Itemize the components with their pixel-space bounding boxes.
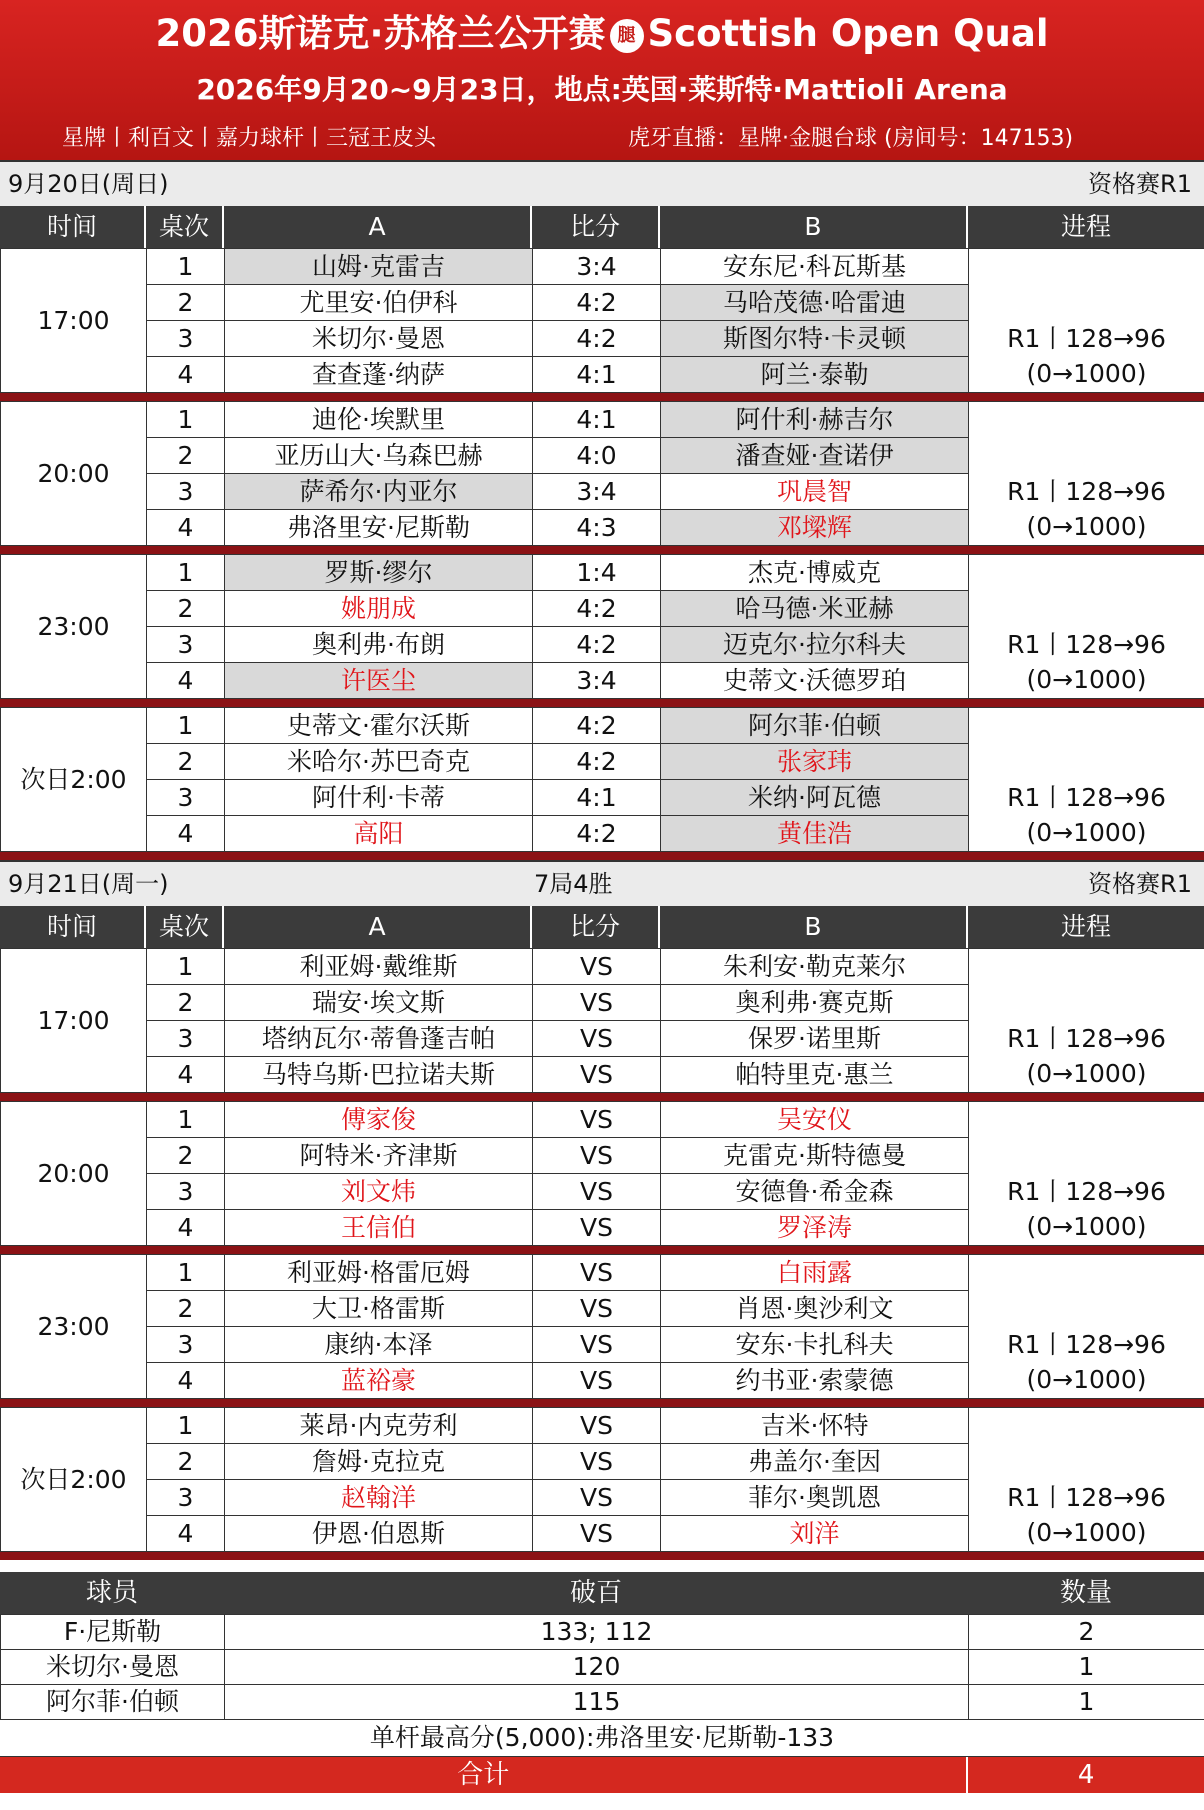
day-stage: 资格赛R1 (1088, 870, 1192, 898)
session-progress (969, 249, 1204, 393)
breaks-table (0, 1614, 1204, 1720)
session-progress (969, 1102, 1204, 1246)
table-number: 1 (147, 555, 225, 591)
player-b: 史蒂文·沃德罗珀 (661, 663, 969, 699)
day-header (0, 860, 1204, 906)
column-header-row (0, 206, 1204, 248)
match-row (1, 1408, 1204, 1444)
session-time: 17:00 (1, 249, 147, 393)
table-number: 3 (147, 780, 225, 816)
column-header-a: A (224, 906, 532, 948)
session-progress (969, 1408, 1204, 1552)
highest-break: 单杆最高分(5,000):弗洛里安·尼斯勒-133 (0, 1720, 1204, 1757)
player-a: 米切尔·曼恩 (225, 321, 533, 357)
table-number: 1 (147, 249, 225, 285)
table-number: 2 (147, 985, 225, 1021)
session-progress (969, 555, 1204, 699)
session-table (0, 248, 1204, 393)
player-b: 斯图尔特·卡灵顿 (661, 321, 969, 357)
table-number: 4 (147, 1057, 225, 1093)
break-row (1, 1650, 1204, 1685)
player-a: 康纳·本泽 (225, 1327, 533, 1363)
table-number: 3 (147, 321, 225, 357)
match-score: 3:4 (533, 249, 661, 285)
session-time: 20:00 (1, 402, 147, 546)
player-a: 塔纳瓦尔·蒂鲁蓬吉帕 (225, 1021, 533, 1057)
match-row (1, 708, 1204, 744)
match-score: 4:2 (533, 627, 661, 663)
table-number: 1 (147, 402, 225, 438)
day-format: 7局4胜 (534, 870, 613, 898)
progress-points: (0→1000) (1026, 665, 1147, 694)
player-b: 弗盖尔·奎因 (661, 1444, 969, 1480)
break-values: 120 (225, 1650, 969, 1685)
session-separator (0, 393, 1204, 401)
player-a: 米哈尔·苏巴奇克 (225, 744, 533, 780)
total-value: 4 (966, 1757, 1204, 1793)
player-b: 马哈茂德·哈雷迪 (661, 285, 969, 321)
player-a: 刘文炜 (225, 1174, 533, 1210)
match-score: VS (533, 1057, 661, 1093)
break-values: 115 (225, 1685, 969, 1720)
progress-points: (0→1000) (1026, 818, 1147, 847)
player-b: 白雨露 (661, 1255, 969, 1291)
player-b: 刘洋 (661, 1516, 969, 1552)
match-row (1, 402, 1204, 438)
column-header-score: 比分 (532, 906, 660, 948)
match-score: 3:4 (533, 474, 661, 510)
match-row (1, 1255, 1204, 1291)
title-left: 2026斯诺克·苏格兰公开赛 (155, 12, 606, 55)
match-score: VS (533, 1444, 661, 1480)
player-b: 阿什利·赫吉尔 (661, 402, 969, 438)
player-b: 张家玮 (661, 744, 969, 780)
session-time: 20:00 (1, 1102, 147, 1246)
session-table (0, 948, 1204, 1093)
break-row (1, 1615, 1204, 1650)
breaks-header-player: 球员 (85, 1578, 138, 1608)
match-score: 1:4 (533, 555, 661, 591)
match-score: 4:1 (533, 402, 661, 438)
day-date: 9月20日(周日) (8, 170, 169, 198)
column-header-row (0, 906, 1204, 948)
schedule-tables (0, 160, 1204, 1793)
progress-round: R1丨128→96 (1007, 1024, 1166, 1053)
table-number: 1 (147, 1102, 225, 1138)
column-header-time: 时间 (0, 206, 146, 248)
break-count: 2 (969, 1615, 1204, 1650)
player-a: 尤里安·伯伊科 (225, 285, 533, 321)
player-a: 赵翰洋 (225, 1480, 533, 1516)
table-number: 4 (147, 357, 225, 393)
player-b: 朱利安·勒克莱尔 (661, 949, 969, 985)
match-score: VS (533, 1408, 661, 1444)
progress-round: R1丨128→96 (1007, 324, 1166, 353)
player-a: 姚朋成 (225, 591, 533, 627)
column-header-a: A (224, 206, 532, 248)
session-table (0, 707, 1204, 852)
match-row (1, 555, 1204, 591)
match-score: VS (533, 949, 661, 985)
broadcast-line: 虎牙直播：星牌·金腿台球 (房间号：147153) (628, 126, 1074, 151)
player-a: 史蒂文·霍尔沃斯 (225, 708, 533, 744)
session-table (0, 1407, 1204, 1552)
table-number: 4 (147, 1363, 225, 1399)
match-score: VS (533, 1255, 661, 1291)
player-b: 哈马德·米亚赫 (661, 591, 969, 627)
table-number: 2 (147, 1138, 225, 1174)
progress-round: R1丨128→96 (1007, 1330, 1166, 1359)
match-score: 4:3 (533, 510, 661, 546)
match-score: VS (533, 1174, 661, 1210)
player-a: 瑞安·埃文斯 (225, 985, 533, 1021)
table-number: 2 (147, 285, 225, 321)
progress-points: (0→1000) (1026, 1365, 1147, 1394)
progress-points: (0→1000) (1026, 512, 1147, 541)
column-header-time: 时间 (0, 906, 146, 948)
session-table (0, 1101, 1204, 1246)
match-score: VS (533, 1138, 661, 1174)
player-b: 巩晨智 (661, 474, 969, 510)
player-b: 阿尔菲·伯顿 (661, 708, 969, 744)
match-score: 4:2 (533, 285, 661, 321)
player-b: 保罗·诺里斯 (661, 1021, 969, 1057)
break-player: 阿尔菲·伯顿 (1, 1685, 225, 1720)
player-b: 阿兰·泰勒 (661, 357, 969, 393)
table-number: 2 (147, 1291, 225, 1327)
session-separator (0, 1246, 1204, 1254)
break-player: F·尼斯勒 (1, 1615, 225, 1650)
session-separator (0, 546, 1204, 554)
player-a: 利亚姆·戴维斯 (225, 949, 533, 985)
progress-points: (0→1000) (1026, 1059, 1147, 1088)
player-b: 约书亚·索蒙德 (661, 1363, 969, 1399)
page-header (0, 0, 1204, 160)
match-score: 4:0 (533, 438, 661, 474)
player-b: 吉米·怀特 (661, 1408, 969, 1444)
column-header-score: 比分 (532, 206, 660, 248)
sponsor-line: 星牌丨利百文丨嘉力球杆丨三冠王皮头 (62, 126, 437, 151)
progress-round: R1丨128→96 (1007, 1483, 1166, 1512)
progress-round: R1丨128→96 (1007, 630, 1166, 659)
break-values: 133; 112 (225, 1615, 969, 1650)
session-separator (0, 1399, 1204, 1407)
match-score: 4:2 (533, 591, 661, 627)
breaks-header-count: 数量 (1059, 1578, 1112, 1608)
total-label: 合计 (457, 1760, 510, 1790)
match-score: 3:4 (533, 663, 661, 699)
session-progress (969, 708, 1204, 852)
match-score: VS (533, 1102, 661, 1138)
player-b: 迈克尔·拉尔科夫 (661, 627, 969, 663)
table-number: 2 (147, 591, 225, 627)
table-number: 3 (147, 1327, 225, 1363)
table-number: 1 (147, 708, 225, 744)
session-time: 17:00 (1, 949, 147, 1093)
session-table (0, 554, 1204, 699)
day-stage: 资格赛R1 (1088, 170, 1192, 198)
table-number: 2 (147, 1444, 225, 1480)
progress-points: (0→1000) (1026, 1212, 1147, 1241)
player-b: 安东·卡扎科夫 (661, 1327, 969, 1363)
table-number: 3 (147, 627, 225, 663)
match-score: VS (533, 1021, 661, 1057)
table-number: 2 (147, 438, 225, 474)
session-progress (969, 1255, 1204, 1399)
table-number: 3 (147, 1480, 225, 1516)
day-date: 9月21日(周一) (8, 870, 169, 898)
table-number: 3 (147, 1021, 225, 1057)
player-b: 菲尔·奥凯恩 (661, 1480, 969, 1516)
player-b: 米纳·阿瓦德 (661, 780, 969, 816)
player-a: 山姆·克雷吉 (225, 249, 533, 285)
match-score: 4:2 (533, 744, 661, 780)
table-number: 4 (147, 1210, 225, 1246)
progress-points: (0→1000) (1026, 359, 1147, 388)
table-number: 4 (147, 1516, 225, 1552)
match-score: 4:2 (533, 708, 661, 744)
player-b: 肖恩·奥沙利文 (661, 1291, 969, 1327)
match-score: VS (533, 1363, 661, 1399)
session-time: 次日2:00 (1, 708, 147, 852)
player-a: 迪伦·埃默里 (225, 402, 533, 438)
match-score: VS (533, 1291, 661, 1327)
match-score: 4:1 (533, 780, 661, 816)
match-score: VS (533, 1480, 661, 1516)
session-progress (969, 402, 1204, 546)
player-b: 潘查娅·查诺伊 (661, 438, 969, 474)
brand-logo-icon: 腿 (610, 19, 644, 53)
column-header-b: B (660, 206, 968, 248)
table-number: 4 (147, 510, 225, 546)
session-separator (0, 1093, 1204, 1101)
player-a: 傅家俊 (225, 1102, 533, 1138)
player-a: 阿什利·卡蒂 (225, 780, 533, 816)
match-score: 4:1 (533, 357, 661, 393)
player-b: 奥利弗·赛克斯 (661, 985, 969, 1021)
session-separator (0, 852, 1204, 860)
table-number: 4 (147, 663, 225, 699)
progress-round: R1丨128→96 (1007, 1177, 1166, 1206)
session-time: 次日2:00 (1, 1408, 147, 1552)
player-b: 罗泽涛 (661, 1210, 969, 1246)
player-b: 黄佳浩 (661, 816, 969, 852)
player-a: 蓝裕豪 (225, 1363, 533, 1399)
player-a: 大卫·格雷斯 (225, 1291, 533, 1327)
column-header-table: 桌次 (146, 906, 224, 948)
table-number: 3 (147, 474, 225, 510)
player-a: 弗洛里安·尼斯勒 (225, 510, 533, 546)
player-a: 利亚姆·格雷厄姆 (225, 1255, 533, 1291)
player-a: 亚历山大·乌森巴赫 (225, 438, 533, 474)
session-time: 23:00 (1, 555, 147, 699)
player-b: 克雷克·斯特德曼 (661, 1138, 969, 1174)
breaks-header-century: 破百 (569, 1578, 622, 1608)
tournament-subtitle: 2026年9月20~9月23日，地点:英国·莱斯特·Mattioli Arena (196, 73, 1008, 106)
day-header (0, 160, 1204, 206)
player-b: 安德鲁·希金森 (661, 1174, 969, 1210)
player-a: 阿特米·齐津斯 (225, 1138, 533, 1174)
table-number: 2 (147, 744, 225, 780)
table-number: 4 (147, 816, 225, 852)
progress-round: R1丨128→96 (1007, 783, 1166, 812)
player-a: 许医尘 (225, 663, 533, 699)
total-row (0, 1757, 1204, 1793)
column-header-b: B (660, 906, 968, 948)
table-number: 1 (147, 1408, 225, 1444)
player-a: 马特乌斯·巴拉诺夫斯 (225, 1057, 533, 1093)
title-right: Scottish Open Qual (647, 12, 1049, 55)
break-player: 米切尔·曼恩 (1, 1650, 225, 1685)
session-time: 23:00 (1, 1255, 147, 1399)
column-header-table: 桌次 (146, 206, 224, 248)
match-score: VS (533, 1516, 661, 1552)
session-table (0, 1254, 1204, 1399)
match-score: VS (533, 985, 661, 1021)
session-separator (0, 699, 1204, 707)
match-score: 4:2 (533, 816, 661, 852)
match-score: VS (533, 1210, 661, 1246)
match-score: VS (533, 1327, 661, 1363)
player-a: 奥利弗·布朗 (225, 627, 533, 663)
player-a: 高阳 (225, 816, 533, 852)
match-row (1, 249, 1204, 285)
breaks-header-row (0, 1572, 1204, 1614)
player-b: 安东尼·科瓦斯基 (661, 249, 969, 285)
table-number: 3 (147, 1174, 225, 1210)
progress-points: (0→1000) (1026, 1518, 1147, 1547)
player-a: 罗斯·缪尔 (225, 555, 533, 591)
player-a: 詹姆·克拉克 (225, 1444, 533, 1480)
table-number: 1 (147, 1255, 225, 1291)
player-a: 查查蓬·纳萨 (225, 357, 533, 393)
player-b: 吴安仪 (661, 1102, 969, 1138)
session-progress (969, 949, 1204, 1093)
break-count: 1 (969, 1685, 1204, 1720)
player-a: 莱昂·内克劳利 (225, 1408, 533, 1444)
player-a: 伊恩·伯恩斯 (225, 1516, 533, 1552)
progress-round: R1丨128→96 (1007, 477, 1166, 506)
session-table (0, 401, 1204, 546)
break-row (1, 1685, 1204, 1720)
session-separator (0, 1552, 1204, 1560)
player-a: 萨希尔·内亚尔 (225, 474, 533, 510)
column-header-progress: 进程 (1060, 912, 1111, 941)
player-b: 帕特里克·惠兰 (661, 1057, 969, 1093)
column-header-progress: 进程 (1060, 212, 1111, 241)
tournament-title (0, 6, 1204, 62)
player-b: 杰克·博威克 (661, 555, 969, 591)
match-score: 4:2 (533, 321, 661, 357)
break-count: 1 (969, 1650, 1204, 1685)
player-b: 邓墚辉 (661, 510, 969, 546)
player-a: 王信伯 (225, 1210, 533, 1246)
table-number: 1 (147, 949, 225, 985)
match-row (1, 949, 1204, 985)
match-row (1, 1102, 1204, 1138)
